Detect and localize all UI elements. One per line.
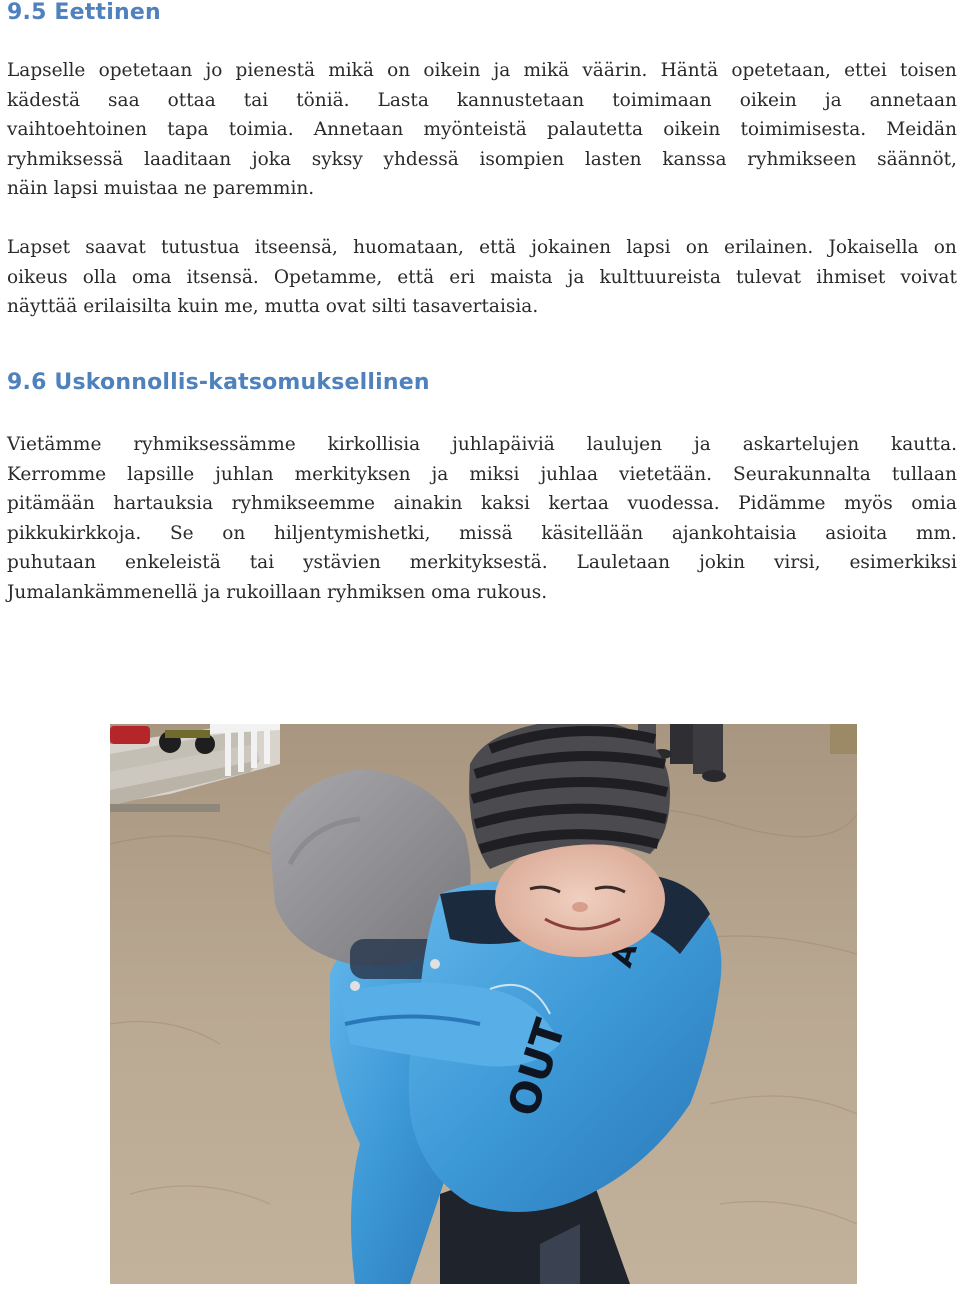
word: mikä	[523, 60, 570, 81]
word: omia	[911, 493, 957, 514]
word: Pidämme	[738, 493, 826, 514]
word: ja	[431, 463, 449, 485]
word: itseensä,	[254, 237, 338, 258]
word: että	[479, 237, 517, 258]
word: annetaan	[869, 89, 957, 111]
word: säännöt,	[877, 148, 957, 170]
word: ja	[567, 266, 585, 288]
ethics-paragraph-1	[7, 56, 957, 204]
word: oikein	[423, 60, 481, 81]
word: kanssa	[662, 148, 727, 170]
word: töniä.	[296, 89, 350, 111]
word: ja	[824, 89, 842, 111]
word: Lauletaan	[576, 552, 671, 573]
word: lasten	[584, 148, 642, 170]
word: oikein	[663, 119, 721, 140]
word: toimimaan	[612, 89, 712, 111]
word: ottaa	[167, 89, 216, 111]
text-line	[7, 489, 957, 519]
text-line	[7, 548, 957, 578]
word: esimerkiksi	[849, 552, 957, 573]
word: tulevat	[735, 266, 802, 288]
word: juhlaa	[540, 463, 598, 485]
word: ja	[493, 60, 511, 81]
text-line	[7, 430, 957, 460]
text-line: Jumalankämmenellä ja rukoillaan ryhmiksen oma rukous.	[7, 581, 548, 603]
word: asioita	[825, 522, 888, 544]
text-line: näin lapsi muistaa ne paremmin.	[7, 178, 315, 199]
word: palautetta	[547, 119, 644, 140]
text-line	[7, 86, 957, 116]
word: itsensä.	[186, 266, 259, 288]
text-line	[7, 115, 957, 145]
word: juhlan	[215, 463, 274, 485]
word: saa	[108, 89, 140, 111]
text-line	[7, 145, 957, 175]
word: jokainen	[531, 237, 612, 258]
religion-paragraph-1	[7, 430, 957, 607]
word: joka	[251, 148, 292, 170]
word: toimimisesta.	[740, 119, 867, 140]
word: juhlapäiviä	[452, 434, 555, 455]
word: tapa	[167, 119, 209, 140]
word: askartelujen	[742, 434, 860, 455]
word: oikein	[739, 89, 797, 111]
word: myös	[844, 493, 893, 514]
word: toimia.	[228, 119, 294, 140]
text-line	[7, 233, 957, 263]
word: pikkukirkkoja.	[7, 522, 142, 544]
word: Lapset	[7, 237, 71, 258]
text-line	[7, 519, 957, 549]
word: Vietämme	[7, 434, 102, 455]
word: lapsille	[127, 463, 195, 485]
word: käsitellään	[541, 522, 644, 544]
section-heading-ethics: 9.5 Eettinen	[7, 0, 161, 25]
word: pienestä	[235, 60, 316, 81]
word: Jokaisella	[828, 237, 919, 258]
word: väärin.	[582, 60, 648, 81]
word: enkeleistä	[124, 552, 221, 573]
word: saavat	[85, 237, 146, 258]
word: toisen	[899, 60, 957, 81]
word: Se	[169, 522, 194, 544]
word: laaditaan	[144, 148, 232, 170]
word: mikä	[328, 60, 374, 81]
word: puhutaan	[7, 552, 96, 573]
word: huomataan,	[353, 237, 464, 258]
word: olla	[82, 266, 117, 288]
word: ryhmikseemme	[231, 493, 375, 514]
word: maista	[490, 266, 553, 288]
text-line	[7, 460, 957, 490]
word: Seurakunnalta	[733, 463, 871, 485]
word: mm.	[915, 522, 957, 544]
word: Kerromme	[7, 463, 107, 485]
section-heading-religion: 9.6 Uskonnollis-katsomuksellinen	[7, 370, 430, 395]
word: tullaan	[891, 463, 957, 485]
word: ajankohtaisia	[671, 522, 797, 544]
word: kaksi	[481, 493, 530, 514]
word: yhdessä	[383, 148, 459, 170]
word: syksy	[311, 148, 363, 170]
word: miksi	[469, 463, 520, 485]
text-line: näyttää erilaisilta kuin me, mutta ovat silti tasavertaisia.	[7, 296, 539, 317]
word: erilainen.	[724, 237, 814, 258]
word: jo	[205, 60, 223, 81]
word: ryhmiksessä	[7, 148, 124, 170]
word: kautta.	[891, 434, 957, 455]
word: oma	[131, 266, 172, 288]
word: pitämään	[7, 493, 95, 514]
word: on	[685, 237, 709, 258]
word: tai	[249, 552, 275, 573]
word: ihmiset	[816, 266, 886, 288]
word: kädestä	[7, 89, 80, 111]
word: lapsi	[626, 237, 671, 258]
word: tai	[243, 89, 269, 111]
word: että	[397, 266, 435, 288]
word: ja	[693, 434, 711, 455]
word: Opetamme,	[273, 266, 383, 288]
word: vietetään.	[619, 463, 712, 485]
word: kertaa	[548, 493, 609, 514]
word: tutustua	[160, 237, 240, 258]
word: jokin	[699, 552, 745, 573]
word: missä	[459, 522, 513, 544]
ethics-paragraph-2	[7, 233, 957, 322]
word: opetetaan	[98, 60, 193, 81]
word: isompien	[479, 148, 565, 170]
word: merkityksen	[294, 463, 411, 485]
word: virsi,	[773, 552, 821, 573]
text-line	[7, 56, 957, 86]
word: ryhmiksessämme	[133, 434, 296, 455]
word: voivat	[900, 266, 957, 288]
word: vaihtoehtoinen	[7, 119, 148, 140]
word: merkityksestä.	[409, 552, 548, 573]
children-hugging-photo	[110, 724, 857, 1284]
word: opetetaan,	[731, 60, 831, 81]
word: ryhmikseen	[747, 148, 857, 170]
word: ettei	[844, 60, 887, 81]
word: oikeus	[7, 266, 68, 288]
word: kirkollisia	[327, 434, 421, 455]
word: on	[387, 60, 411, 81]
word: Meidän	[886, 119, 957, 140]
word: Annetaan	[313, 119, 404, 140]
word: hiljentymishetki,	[273, 522, 431, 544]
text-line	[7, 263, 957, 293]
word: Lapselle	[7, 60, 86, 81]
word: Lasta	[377, 89, 429, 111]
word: ystävien	[303, 552, 381, 573]
word: ainakin	[393, 493, 463, 514]
jacket-print-out: OUT	[497, 1013, 575, 1123]
word: kulttuureista	[599, 266, 721, 288]
word: on	[933, 237, 957, 258]
word: vuodessa.	[627, 493, 720, 514]
word: myönteistä	[423, 119, 527, 140]
word: kannustetaan	[456, 89, 585, 111]
word: laulujen	[586, 434, 663, 455]
word: on	[222, 522, 246, 544]
word: eri	[449, 266, 475, 288]
smiling-face	[495, 841, 665, 957]
word: hartauksia	[113, 493, 214, 514]
word: Häntä	[660, 60, 719, 81]
